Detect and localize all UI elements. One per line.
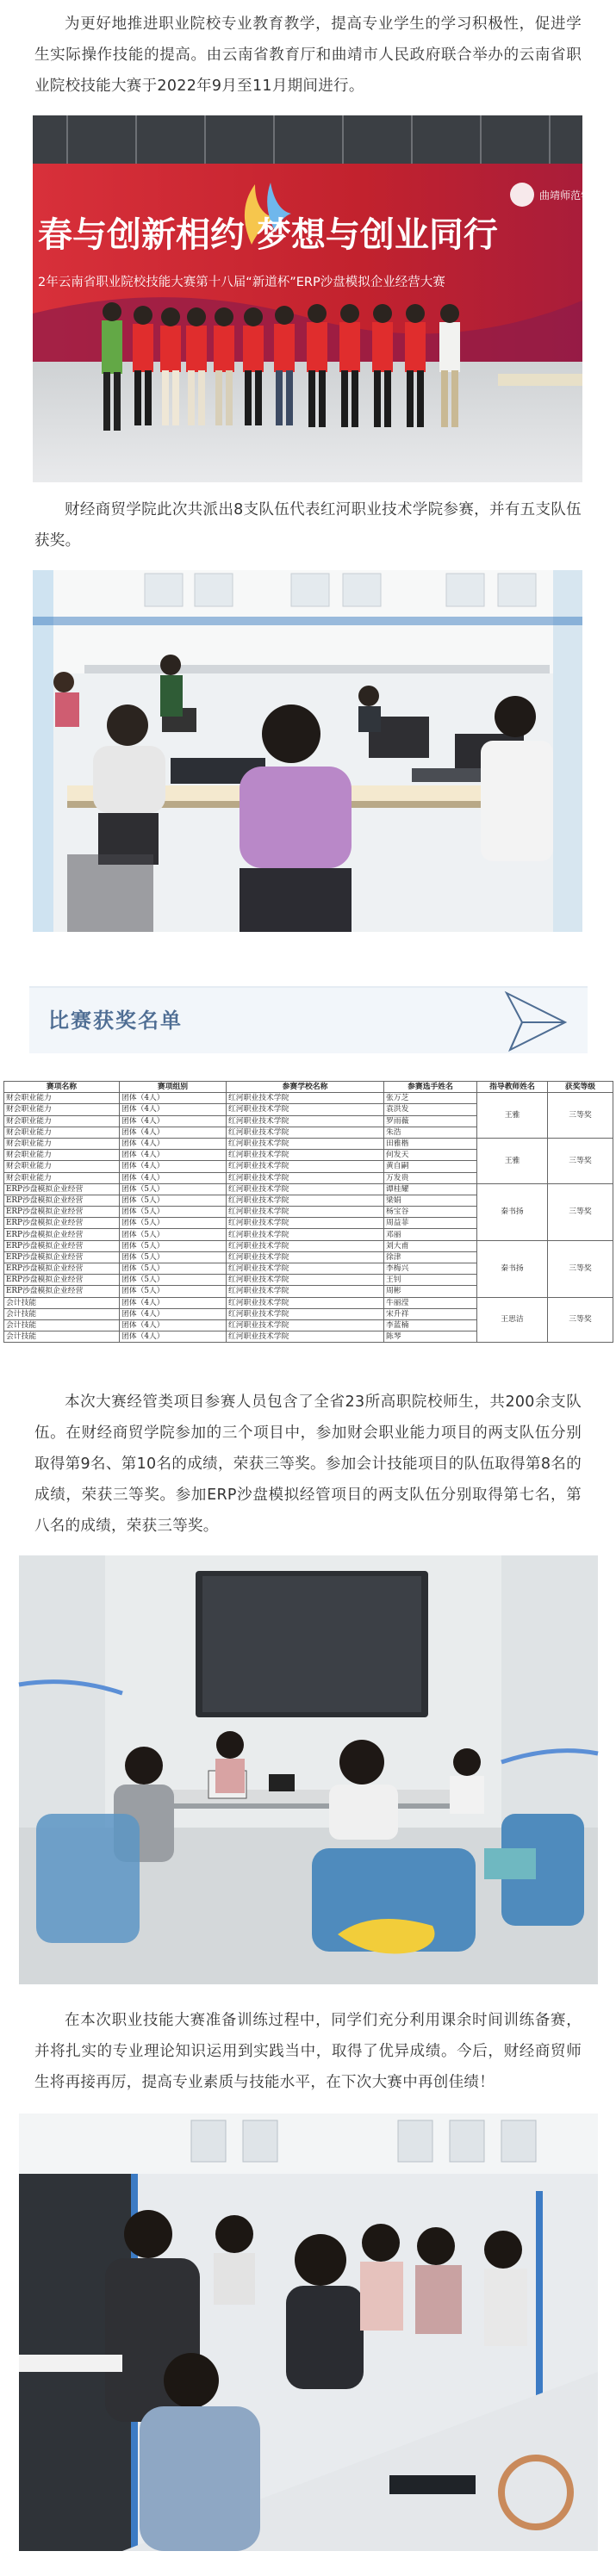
cell-group: 团体（4人）	[120, 1319, 227, 1331]
cell-event: 财会职业能力	[4, 1138, 120, 1149]
cell-event: 财会职业能力	[4, 1127, 120, 1138]
cell-school: 红河职业技术学院	[227, 1331, 384, 1343]
cell-group: 团体（5人）	[120, 1251, 227, 1263]
cell-school: 红河职业技术学院	[227, 1104, 384, 1115]
cell-contestant: 李梅兴	[384, 1263, 477, 1275]
cell-event: 财会职业能力	[4, 1115, 120, 1127]
cell-contestant: 何发天	[384, 1150, 477, 1161]
cell-group: 团体（5人）	[120, 1229, 227, 1240]
cell-group: 团体（4人）	[120, 1127, 227, 1138]
cell-group: 团体（5人）	[120, 1286, 227, 1297]
cell-contestant: 周益菲	[384, 1218, 477, 1229]
award-table	[3, 1081, 613, 1343]
header-event: 赛项名称	[4, 1082, 120, 1093]
cell-contestant: 王钊	[384, 1275, 477, 1286]
cell-event: ERP沙盘模拟企业经营	[4, 1229, 120, 1240]
cell-contestant: 陈琴	[384, 1331, 477, 1343]
closing-paragraph: 在本次职业技能大赛准备训练过程中，同学们充分利用课余时间训练备赛，并将扎实的专业理论知识运用到实践当中，取得了优异成绩。今后，财经商贸师生将再接再厉，提高专业素质与技能水平，在下次大赛中再创佳绩！	[34, 2012, 582, 2091]
cell-award: 三等奖	[548, 1138, 613, 1183]
cell-event: 财会职业能力	[4, 1161, 120, 1172]
cell-event: ERP沙盘模拟企业经营	[4, 1275, 120, 1286]
cell-event: ERP沙盘模拟企业经营	[4, 1183, 120, 1195]
cell-teacher: 秦书扬	[477, 1183, 548, 1240]
table-row	[4, 1093, 613, 1104]
cell-contestant: 宋升祥	[384, 1308, 477, 1319]
cell-event: 会计技能	[4, 1331, 120, 1343]
cell-school: 红河职业技术学院	[227, 1138, 384, 1149]
banner-slogan: 春与创新相约 梦想与创业同行	[38, 214, 498, 255]
cell-group: 团体（4人）	[120, 1172, 227, 1183]
cell-teacher: 秦书扬	[477, 1240, 548, 1297]
cell-school: 红河职业技术学院	[227, 1172, 384, 1183]
team-paragraph: 财经商贸学院此次共派出8支队伍代表红河职业技术学院参赛，并有五支队伍获奖。	[34, 501, 582, 549]
header-group: 赛项组别	[120, 1082, 227, 1093]
intro-paragraph: 为更好地推进职业院校专业教育教学，提高专业学生的学习积极性，促进学生实际操作技能的提高。由云南省教育厅和曲靖市人民政府联合举办的云南省职业院校技能大赛于2022年9月至11月期间进行。	[34, 16, 582, 95]
cell-school: 红河职业技术学院	[227, 1161, 384, 1172]
photo-training-room	[19, 1555, 598, 1984]
cell-event: 会计技能	[4, 1297, 120, 1308]
section-header	[29, 986, 588, 1053]
cell-event: ERP沙盘模拟企业经营	[4, 1207, 120, 1218]
cell-school: 红河职业技术学院	[227, 1127, 384, 1138]
photo-team-banner-graphic	[33, 115, 602, 482]
cell-event: 会计技能	[4, 1308, 120, 1319]
cell-group: 团体（5人）	[120, 1195, 227, 1206]
cell-contestant: 徐津	[384, 1251, 477, 1263]
cell-school: 红河职业技术学院	[227, 1240, 384, 1251]
cell-school: 红河职业技术学院	[227, 1286, 384, 1297]
cell-contestant: 万发贵	[384, 1172, 477, 1183]
cell-event: ERP沙盘模拟企业经营	[4, 1240, 120, 1251]
cell-school: 红河职业技术学院	[227, 1150, 384, 1161]
table-row	[4, 1297, 613, 1308]
banner-subtitle: 2年云南省职业院校技能大赛第十八届“新道杯”ERP沙盘模拟企业经营大赛	[38, 276, 445, 289]
cell-school: 红河职业技术学院	[227, 1297, 384, 1308]
cell-contestant: 田雅楷	[384, 1138, 477, 1149]
cell-group: 团体（4人）	[120, 1161, 227, 1172]
cell-award: 三等奖	[548, 1297, 613, 1343]
cell-event: ERP沙盘模拟企业经营	[4, 1251, 120, 1263]
cell-teacher: 王思洁	[477, 1297, 548, 1343]
cell-contestant: 邓丽	[384, 1229, 477, 1240]
header-contestant: 参赛选手姓名	[384, 1082, 477, 1093]
cell-award: 三等奖	[548, 1240, 613, 1297]
cell-school: 红河职业技术学院	[227, 1218, 384, 1229]
cell-event: ERP沙盘模拟企业经营	[4, 1286, 120, 1297]
cell-award: 三等奖	[548, 1093, 613, 1139]
cell-event: ERP沙盘模拟企业经营	[4, 1218, 120, 1229]
award-table-header-row	[4, 1082, 613, 1093]
cell-school: 红河职业技术学院	[227, 1275, 384, 1286]
header-award: 获奖等级	[548, 1082, 613, 1093]
cell-contestant: 牛丽滢	[384, 1297, 477, 1308]
banner-logo-text: 曲靖师范学院	[539, 189, 602, 202]
cell-award: 三等奖	[548, 1183, 613, 1240]
cell-group: 团体（5人）	[120, 1263, 227, 1275]
cell-group: 团体（4人）	[120, 1308, 227, 1319]
cell-event: ERP沙盘模拟企业经营	[4, 1195, 120, 1206]
cell-school: 红河职业技术学院	[227, 1183, 384, 1195]
cell-group: 团体（4人）	[120, 1331, 227, 1343]
cell-contestant: 张万芝	[384, 1093, 477, 1104]
cell-contestant: 周彬	[384, 1286, 477, 1297]
cell-contestant: 梁娟	[384, 1195, 477, 1206]
cell-teacher: 王雅	[477, 1093, 548, 1139]
cell-group: 团体（5人）	[120, 1240, 227, 1251]
cell-contestant: 朱浩	[384, 1127, 477, 1138]
cell-contestant: 刘大甫	[384, 1240, 477, 1251]
cell-school: 红河职业技术学院	[227, 1251, 384, 1263]
cell-group: 团体（4人）	[120, 1115, 227, 1127]
cell-contestant: 罗雨薇	[384, 1115, 477, 1127]
cell-group: 团体（5人）	[120, 1183, 227, 1195]
cell-group: 团体（4人）	[120, 1093, 227, 1104]
cell-event: 会计技能	[4, 1319, 120, 1331]
table-row	[4, 1138, 613, 1149]
cell-event: 财会职业能力	[4, 1093, 120, 1104]
cell-school: 红河职业技术学院	[227, 1093, 384, 1104]
header-teacher: 指导教师姓名	[477, 1082, 548, 1093]
cell-teacher: 王雅	[477, 1138, 548, 1183]
cell-group: 团体（4人）	[120, 1150, 227, 1161]
photo-group-practice-graphic	[19, 2114, 598, 2551]
cell-school: 红河职业技术学院	[227, 1319, 384, 1331]
table-row	[4, 1183, 613, 1195]
photo-competition-room-graphic	[33, 570, 582, 932]
header-school: 参赛学校名称	[227, 1082, 384, 1093]
photo-training-room-graphic	[19, 1555, 598, 1984]
cell-event: 财会职业能力	[4, 1172, 120, 1183]
cell-contestant: 黄自嗣	[384, 1161, 477, 1172]
arrow-triangle-icon	[493, 990, 570, 1053]
cell-group: 团体（4人）	[120, 1297, 227, 1308]
photo-group-practice	[19, 2114, 598, 2551]
cell-school: 红河职业技术学院	[227, 1229, 384, 1240]
cell-contestant: 李蓝楠	[384, 1319, 477, 1331]
photo-team-banner	[33, 115, 602, 482]
photo-competition-room	[33, 570, 582, 932]
cell-contestant: 杨宝谷	[384, 1207, 477, 1218]
cell-contestant: 袁洪发	[384, 1104, 477, 1115]
cell-group: 团体（4人）	[120, 1138, 227, 1149]
cell-event: 财会职业能力	[4, 1150, 120, 1161]
table-row	[4, 1240, 613, 1251]
cell-school: 红河职业技术学院	[227, 1263, 384, 1275]
cell-school: 红河职业技术学院	[227, 1308, 384, 1319]
section-title: 比赛获奖名单	[48, 1009, 183, 1033]
cell-event: ERP沙盘模拟企业经营	[4, 1263, 120, 1275]
cell-school: 红河职业技术学院	[227, 1207, 384, 1218]
cell-event: 财会职业能力	[4, 1104, 120, 1115]
results-paragraph: 本次大赛经管类项目参赛人员包含了全省23所高职院校师生，共200余支队伍。在财经商贸学院参加的三个项目中，参加财会职业能力项目的两支队伍分别取得第9名、第10名的成绩，荣获三等奖。参加会计技能项目的队伍取得第8名的成绩，荣获三等奖。参加ERP沙盘模拟经管项目的两支队伍分别取得第七名，第八名的成绩，荣获三等奖。	[34, 1394, 582, 1535]
cell-group: 团体（5人）	[120, 1218, 227, 1229]
cell-group: 团体（4人）	[120, 1104, 227, 1115]
cell-school: 红河职业技术学院	[227, 1195, 384, 1206]
cell-group: 团体（5人）	[120, 1275, 227, 1286]
cell-school: 红河职业技术学院	[227, 1115, 384, 1127]
cell-contestant: 谭桂耀	[384, 1183, 477, 1195]
cell-group: 团体（5人）	[120, 1207, 227, 1218]
